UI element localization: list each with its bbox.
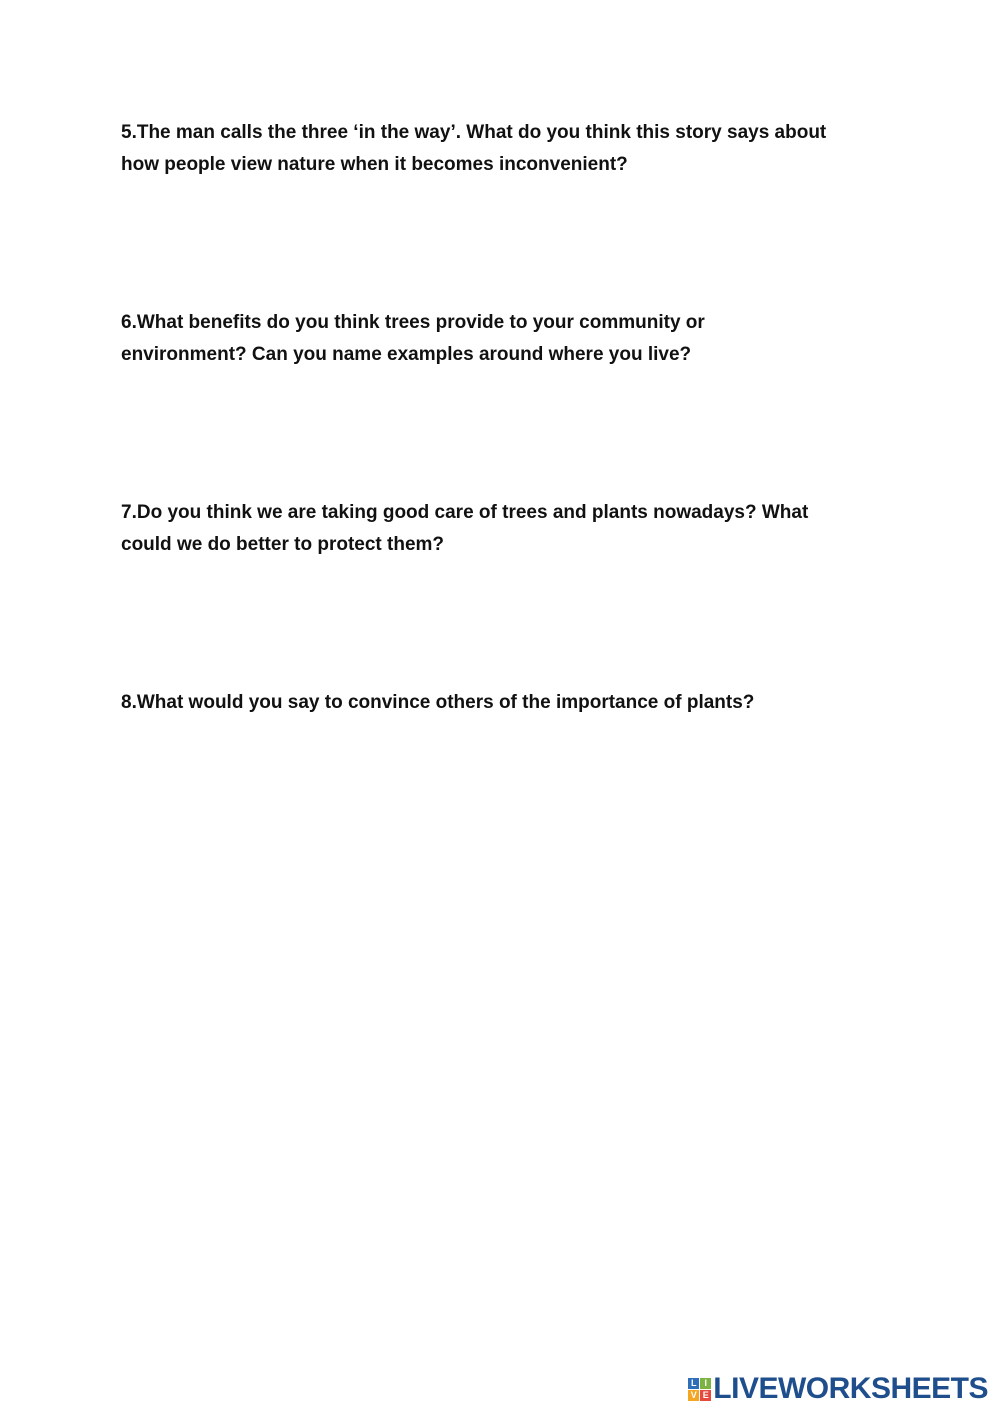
logo-letter-i: I: [700, 1378, 711, 1389]
logo-letter-l: L: [688, 1378, 699, 1389]
question-7: 7.Do you think we are taking good care of trees and plants nowadays? What could we do better to protect them?: [121, 502, 809, 555]
liveworksheets-logo-icon: [688, 1378, 711, 1401]
logo-letter-e: E: [700, 1390, 711, 1401]
liveworksheets-wordmark: LIVEWORKSHEETS: [713, 1372, 988, 1405]
question-6: 6.What benefits do you think trees provide to your community or environment? Can you name examples around where you live?: [121, 312, 705, 365]
liveworksheets-brand: [688, 1372, 988, 1406]
question-5: 5.The man calls the three ‘in the way’. What do you think this story says about how people view nature when it becomes inconvenient?: [121, 122, 827, 175]
logo-letter-v: V: [688, 1390, 699, 1401]
question-8: 8.What would you say to convince others of the importance of plants?: [121, 692, 755, 713]
